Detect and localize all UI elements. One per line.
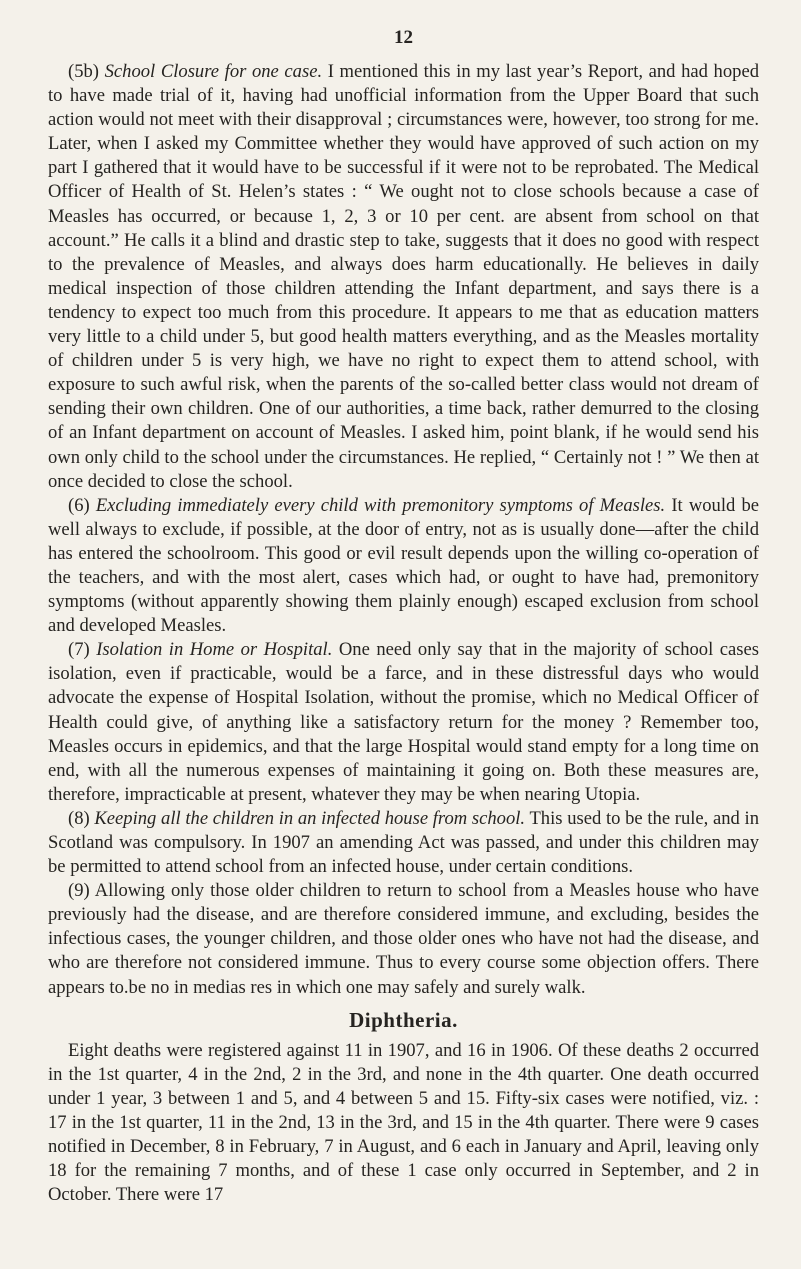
paragraph-7 [48,638,759,807]
section-heading-diphtheria: Diphtheria. [349,1007,458,1032]
paragraph-text: One need only say that in the majority of school cases isolation, even if practicable, would be a farce, and in these distressful days who would advocate the expense of Hospital Isolation, without the promise, which no Medical Officer of Health could give, of anything like a satisfactory return for the money ? Remember too, Measles occurs in epidemics, and that the large Hospital would stand empty for a long time on end, with all the numerous expenses of maintaining it going on. Both these measures are, therefore, impracticable at present, whatever they may be when nearing Utopia. [48,639,759,805]
paragraph-label: (6) [68,494,90,516]
diphtheria-paragraph: Eight deaths were registered against 11 in 1907, and 16 in 1906. Of these deaths 2 occurred in the 1st quarter, 4 in the 2nd, 2 in the 3rd, and none in the 4th quarter. One death occurred under 1 year, 3 between 1 and 5, and 4 between 5 and 15. Fifty-six cases were notified, viz. : 17 in the 1st quarter, 11 in the 2nd, 13 in the 3rd, and 15 in the 4th quarter. There were 9 cases notified in December, 8 in February, 7 in August, and 6 each in January and April, leaving only 18 for the remaining 7 months, and of these 1 case only occurred in September, and 2 in October. There were 17 [48,1039,759,1206]
paragraph-9 [48,879,759,999]
paragraph-label: (7) [68,639,90,661]
paragraph-title: Excluding immediately every child with premonitory symptoms of Measles. [95,494,666,516]
paragraph-title: School Closure for one case. [104,61,323,82]
paragraph-text: I mentioned this in my last year’s Report, and had hoped to have made trial of it, having had unofficial information from the Upper Board that such action would not meet with their disapproval ; circumstances were, however, too strong for me. Later, when I asked my Committee whether they would have approved of such action on my part I gathered that it would have to be successful if it were not to be reprobated. The Medical Officer of Health of St. Helen’s states : “ We ought not to close schools because a case of Measles has occurred, or because 1, 2, 3 or 10 per cent. are absent from school on that account.” He calls it a blind and drastic step to take, suggests that it does no good with respect to the prevalence of Measles, and always does harm educationally. He believes in daily medical inspection of those children attending the Infant department, and says there is a tendency to expect too much from this procedure. It appears to me that as education matters very little to a child under 5, but good health matters everything, and as the Measles mortality of children under 5 is very high, we have no right to expect them to attend school, with exposure to such awful risk, when the parents of the so-called better class would not dream of sending their own children. One of our authorities, a time back, rather demurred to the closing of an Infant department on account of Measles. I asked him, point blank, if he would send his own only child to the school under the circumstances. He replied, “ Certainly not ! ” We then at once decided to close the school. [48,61,759,492]
paragraph-text: Allowing only those older children to return to school from a Measles house who have previously had the disease, and are therefore considered immune, and excluding, besides the infectious cases, the younger children, and those older ones who have not had the disease, and who are therefore not considered immune. Thus to every course some objection offers. There appears to.be no in medias res in which one may safely and surely walk. [48,880,759,998]
paragraph-title: Keeping all the children in an infected house from school. [94,807,526,829]
paragraph-label: (5b) [68,61,99,82]
paragraph-label: (9) [68,880,90,902]
paragraph-8 [48,807,759,879]
paragraph-5b [48,60,759,494]
paragraph-text: It would be well always to exclude, if possible, at the door of entry, not as is usually done—after the child has entered the schoolroom. This good or evil result depends upon the willing co-operation of the teachers, and with the most alert, cases which had, or ought to have had, premonitory symptoms (without apparently showing them plainly enough) escaped exclusion from school and developed Measles. [48,494,759,637]
paragraph-6 [48,494,759,639]
paragraph-text: This used to be the rule, and in Scotland was compulsory. In 1907 an amending Act was passed, and under this children may be permitted to attend school from an infected house, under certain conditions. [48,807,760,878]
paragraph-title: Isolation in Home or Hospital. [96,639,333,661]
paragraph-label: (8) [68,807,90,829]
page-number: 12 [394,27,413,48]
